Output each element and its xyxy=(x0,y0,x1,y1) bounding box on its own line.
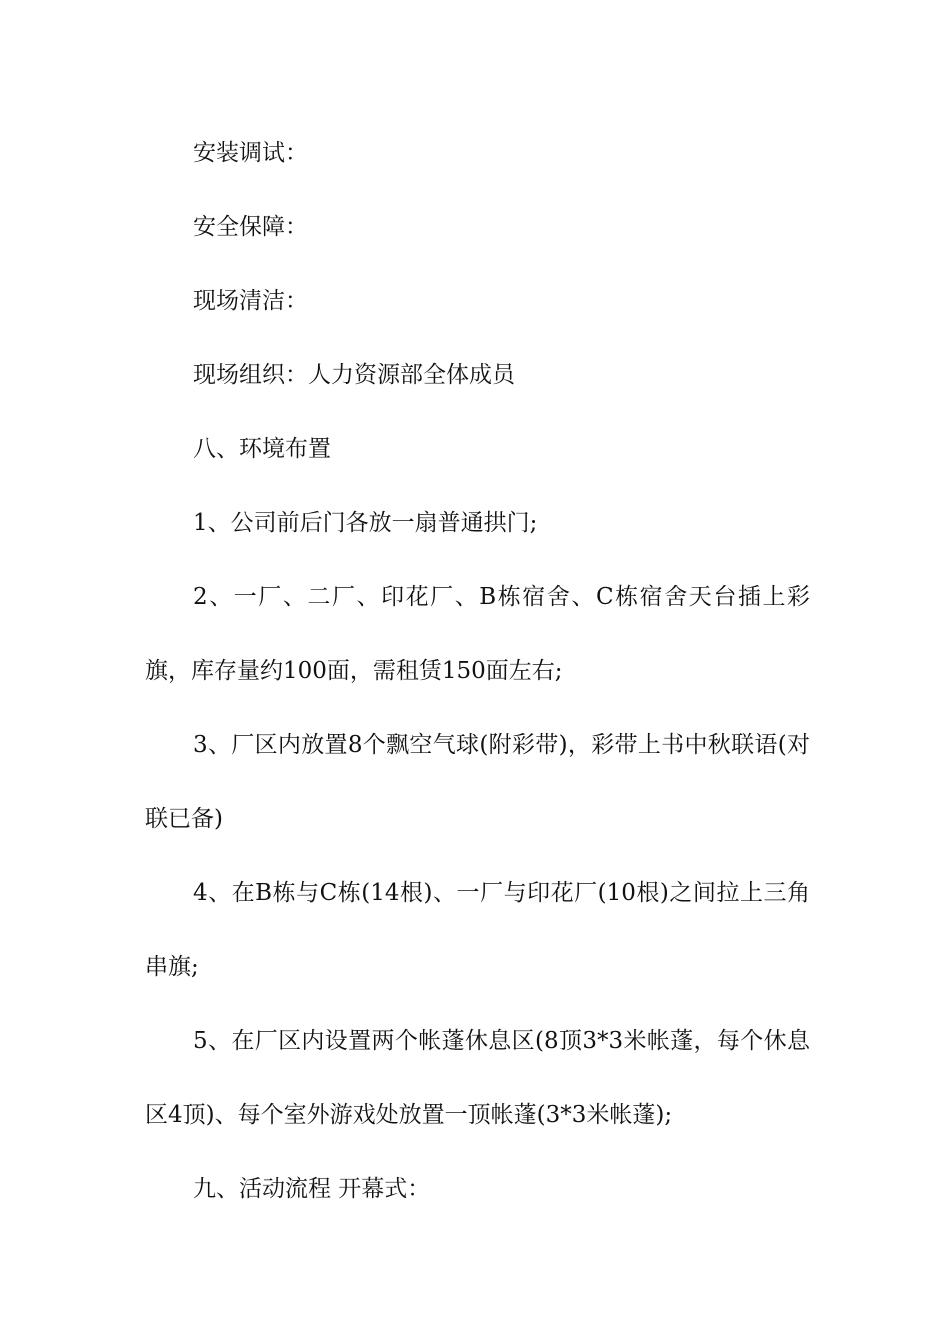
list-item-2: 2、一厂、二厂、印花厂、B栋宿舍、C栋宿舍天台插上彩旗，库存量约100面，需租赁150面左右; xyxy=(145,584,810,684)
paragraph-organization: 现场组织：人力资源部全体成员 xyxy=(193,362,515,388)
section-heading-environment: 八、环境布置 xyxy=(193,436,331,462)
paragraph-install-debug: 安装调试： xyxy=(193,140,308,166)
list-item-4: 4、在B栋与C栋(14根)、一厂与印花厂(10根)之间拉上三角串旗; xyxy=(145,880,810,980)
list-item-5: 5、在厂区内设置两个帐蓬休息区(8顶3*3米帐蓬，每个休息区4顶)、每个室外游戏处放置一顶帐蓬(3*3米帐蓬); xyxy=(145,1028,810,1128)
paragraph-cleaning: 现场清洁： xyxy=(193,288,308,314)
section-heading-process: 九、活动流程 开幕式： xyxy=(193,1176,431,1202)
list-item-3: 3、厂区内放置8个飘空气球(附彩带)，彩带上书中秋联语(对联已备) xyxy=(145,732,810,832)
list-item-1: 1、公司前后门各放一扇普通拱门; xyxy=(193,510,538,536)
paragraph-safety: 安全保障： xyxy=(193,214,308,240)
